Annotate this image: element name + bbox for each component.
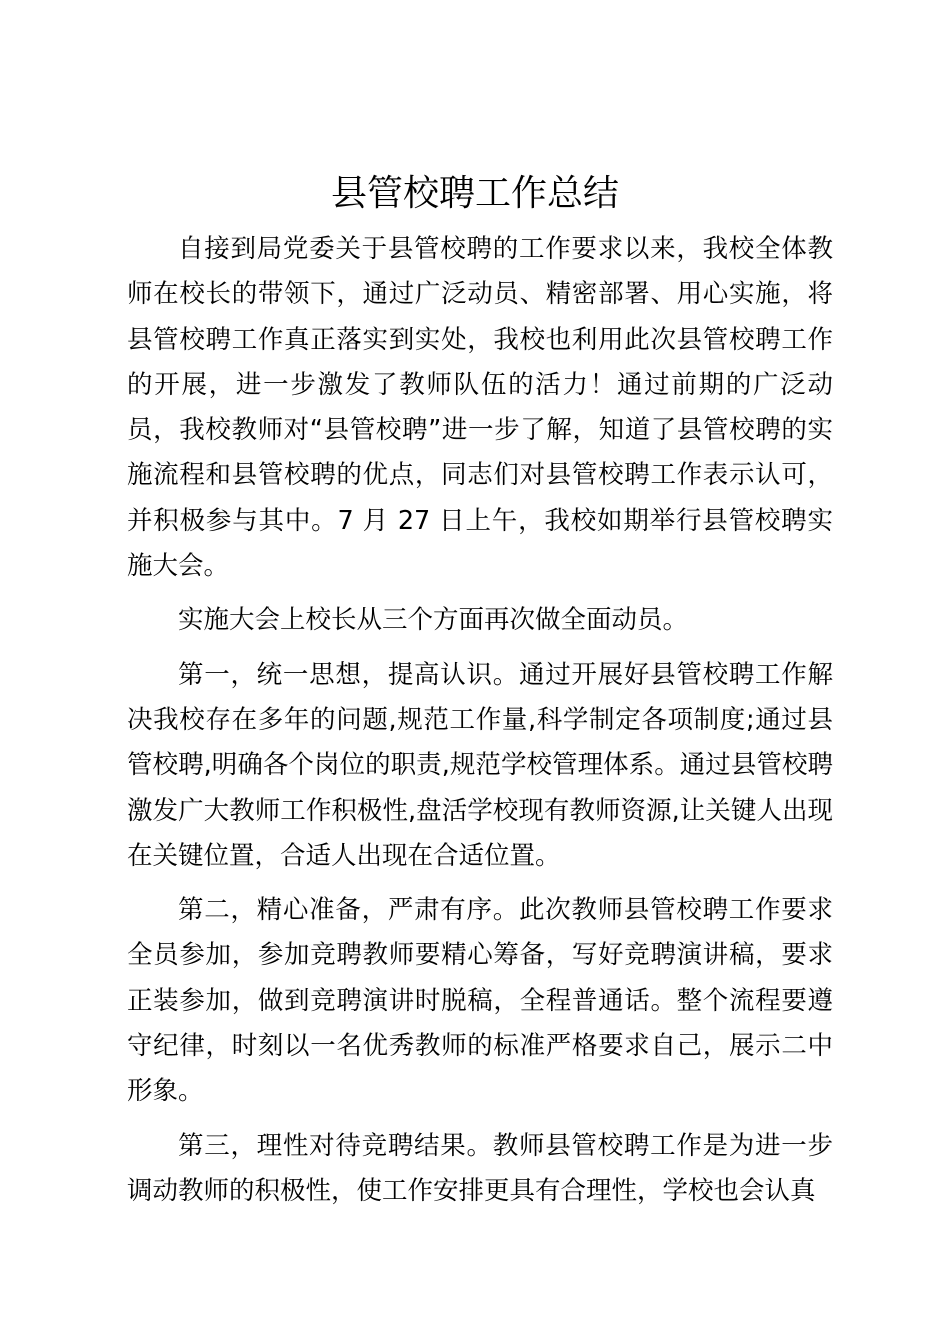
paragraph-second-point: 第二，精心准备，严肃有序。此次教师县管校聘工作要求全员参加，参加竞聘教师要精心筹备，写好竞聘演讲稿，要求正装参加，做到竞聘演讲时脱稿，全程普通话。整个流程要遵守纪律，时刻以一名优秀教师的标准严格要求自己，展示二中形象。 [127,895,833,1107]
paragraph-overview: 实施大会上校长从三个方面再次做全面动员。 [178,605,689,636]
paragraph-third-point: 第三，理性对待竞聘结果。教师县管校聘工作是为进一步调动教师的积极性，使工作安排更具有合理性，学校也会认真 [127,1130,833,1206]
paragraph-first-point: 第一，统一思想，提高认识。通过开展好县管校聘工作解决我校存在多年的问题,规范工作量,科学制定各项制度;通过县管校聘,明确各个岗位的职责,规范学校管理体系。通过县管校聘激发广大教师工作积极性,盘活学校现有教师资源,让关键人出现在关键位置，合适人出现在合适位置。 [127,659,833,871]
document-body [127,227,833,1223]
document-title: 县管校聘工作总结 [330,173,619,214]
paragraph-intro: 自接到局党委关于县管校聘的工作要求以来，我校全体教师在校长的带领下，通过广泛动员、精密部署、用心实施，将县管校聘工作真正落实到实处，我校也利用此次县管校聘工作的开展，进一步激发了教师队伍的活力！通过前期的广泛动员，我校教师对“县管校聘”进一步了解，知道了县管校聘的实施流程和县管校聘的优点，同志们对县管校聘工作表示认可，并积极参与其中。7 月 27 日上午，我校如期举行县管校聘实施大会。 [127,234,833,582]
